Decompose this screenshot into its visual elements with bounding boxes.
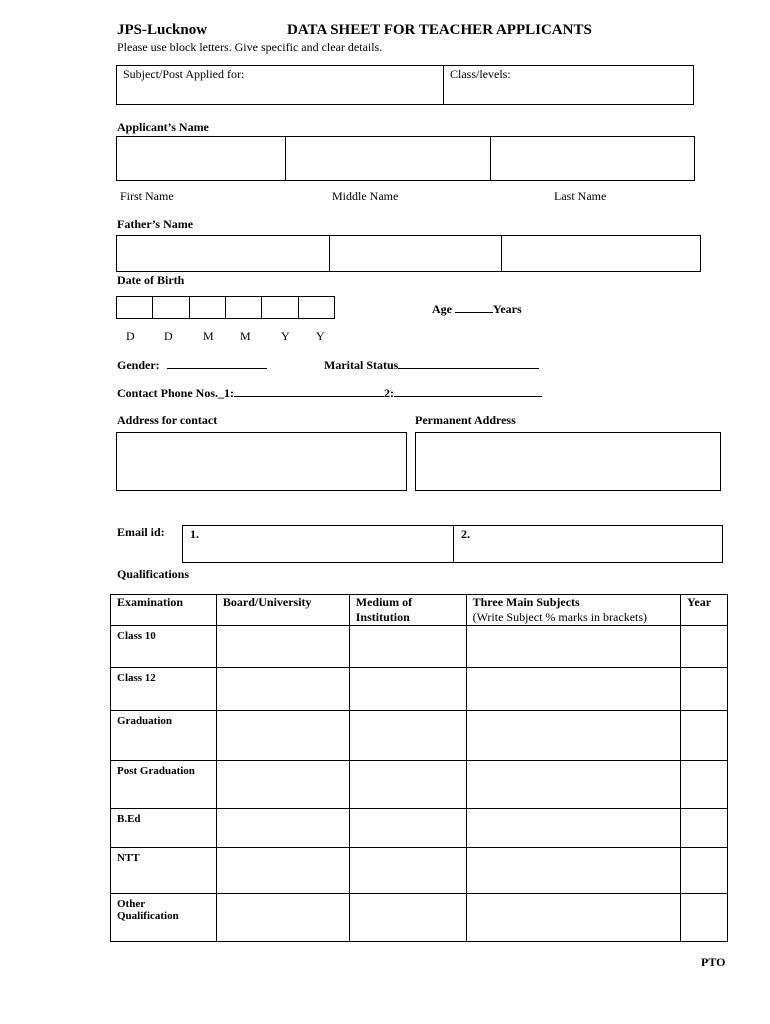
board-cell[interactable] <box>216 668 349 711</box>
year-header: Year <box>681 595 728 626</box>
middle-name-caption: Middle Name <box>332 189 399 203</box>
applicant-name-label: Applicant’s Name <box>117 120 209 134</box>
years-label: Years <box>493 302 522 316</box>
father-middle-name-field[interactable] <box>329 235 502 272</box>
phone-row <box>117 385 542 401</box>
phone-2-field[interactable] <box>394 385 542 397</box>
board-cell[interactable] <box>216 711 349 761</box>
table-row <box>111 668 728 711</box>
middle-name-field[interactable] <box>285 136 491 181</box>
email-1-field[interactable] <box>183 526 452 562</box>
dob-box-2[interactable] <box>152 296 190 319</box>
row-label: Post Graduation <box>111 761 217 809</box>
medium-cell[interactable] <box>349 894 466 942</box>
marital-row <box>324 357 539 373</box>
last-name-field[interactable] <box>490 136 695 181</box>
row-label: Class 10 <box>111 626 217 668</box>
marital-status-field[interactable] <box>398 357 539 369</box>
contact-address-field[interactable] <box>116 432 407 491</box>
instructions-text: Please use block letters. Give specific and clear details. <box>117 40 383 54</box>
medium-cell[interactable] <box>349 711 466 761</box>
subject-post-label: Subject/Post Applied for: <box>123 67 245 81</box>
table-row <box>111 848 728 894</box>
row-label: B.Ed <box>111 809 217 848</box>
dob-digit-label: D <box>126 329 135 343</box>
father-last-name-field[interactable] <box>501 235 701 272</box>
table-row <box>111 626 728 668</box>
medium-cell[interactable] <box>349 626 466 668</box>
first-name-caption: First Name <box>120 189 174 203</box>
phone-1-field[interactable] <box>234 385 384 397</box>
first-name-field[interactable] <box>116 136 286 181</box>
row-label: Other Qualification <box>111 894 217 942</box>
year-cell[interactable] <box>681 711 728 761</box>
contact-address-label: Address for contact <box>117 413 218 427</box>
permanent-address-field[interactable] <box>415 432 721 491</box>
medium-header: Medium of Institution <box>349 595 466 626</box>
email-2-field[interactable] <box>454 526 722 562</box>
subject-post-field[interactable] <box>117 82 442 104</box>
subjects-cell[interactable] <box>466 894 680 942</box>
gender-row <box>117 357 267 373</box>
dob-box-3[interactable] <box>189 296 226 319</box>
last-name-caption: Last Name <box>554 189 607 203</box>
phone-2-label: 2: <box>384 386 394 400</box>
board-cell[interactable] <box>216 894 349 942</box>
email-label: Email id: <box>117 525 165 539</box>
gender-label: Gender: <box>117 358 160 372</box>
table-row <box>111 711 728 761</box>
father-first-name-field[interactable] <box>116 235 330 272</box>
subjects-cell[interactable] <box>466 711 680 761</box>
email-2-label: 2. <box>461 527 470 541</box>
year-cell[interactable] <box>681 761 728 809</box>
medium-cell[interactable] <box>349 809 466 848</box>
email-1-label: 1. <box>190 527 199 541</box>
board-cell[interactable] <box>216 809 349 848</box>
board-cell[interactable] <box>216 761 349 809</box>
age-label: Age <box>432 302 452 316</box>
father-name-label: Father’s Name <box>117 217 194 231</box>
subjects-cell[interactable] <box>466 626 680 668</box>
dob-box-5[interactable] <box>261 296 299 319</box>
dob-digit-label: Y <box>281 329 290 343</box>
dob-digit-label: M <box>203 329 214 343</box>
year-cell[interactable] <box>681 668 728 711</box>
subjects-cell[interactable] <box>466 848 680 894</box>
qualifications-label: Qualifications <box>117 567 190 581</box>
table-row <box>111 809 728 848</box>
medium-cell[interactable] <box>349 848 466 894</box>
row-label: Class 12 <box>111 668 217 711</box>
class-levels-label: Class/levels: <box>450 67 511 81</box>
table-row <box>111 761 728 809</box>
examination-header: Examination <box>111 595 217 626</box>
dob-box-4[interactable] <box>225 296 262 319</box>
age-row <box>432 301 522 317</box>
medium-cell[interactable] <box>349 668 466 711</box>
dob-digit-label: Y <box>316 329 325 343</box>
class-levels-field[interactable] <box>444 82 693 104</box>
dob-digit-label: D <box>164 329 173 343</box>
gender-field[interactable] <box>167 357 267 369</box>
subjects-cell[interactable] <box>466 668 680 711</box>
board-university-header: Board/University <box>216 595 349 626</box>
age-field[interactable] <box>455 301 493 313</box>
pto-label: PTO <box>701 955 726 969</box>
phone-1-label: Contact Phone Nos._1: <box>117 386 234 400</box>
row-label: NTT <box>111 848 217 894</box>
table-row <box>111 894 728 942</box>
year-cell[interactable] <box>681 809 728 848</box>
subjects-cell[interactable] <box>466 761 680 809</box>
permanent-address-label: Permanent Address <box>415 413 516 427</box>
board-cell[interactable] <box>216 848 349 894</box>
page-title: DATA SHEET FOR TEACHER APPLICANTS <box>287 22 592 38</box>
dob-digit-label: M <box>240 329 251 343</box>
marital-status-label: Marital Status <box>324 358 399 372</box>
board-cell[interactable] <box>216 626 349 668</box>
dob-box-6[interactable] <box>298 296 335 319</box>
qualifications-header-row <box>111 595 728 626</box>
school-name: JPS-Lucknow <box>117 22 208 38</box>
dob-box-1[interactable] <box>116 296 153 319</box>
year-cell[interactable] <box>681 626 728 668</box>
year-cell[interactable] <box>681 848 728 894</box>
subjects-header: Three Main Subjects (Write Subject % marks in brackets) <box>466 595 680 626</box>
medium-cell[interactable] <box>349 761 466 809</box>
dob-label: Date of Birth <box>117 273 185 287</box>
row-label: Graduation <box>111 711 217 761</box>
year-cell[interactable] <box>681 894 728 942</box>
qualifications-table <box>110 594 728 942</box>
subjects-cell[interactable] <box>466 809 680 848</box>
